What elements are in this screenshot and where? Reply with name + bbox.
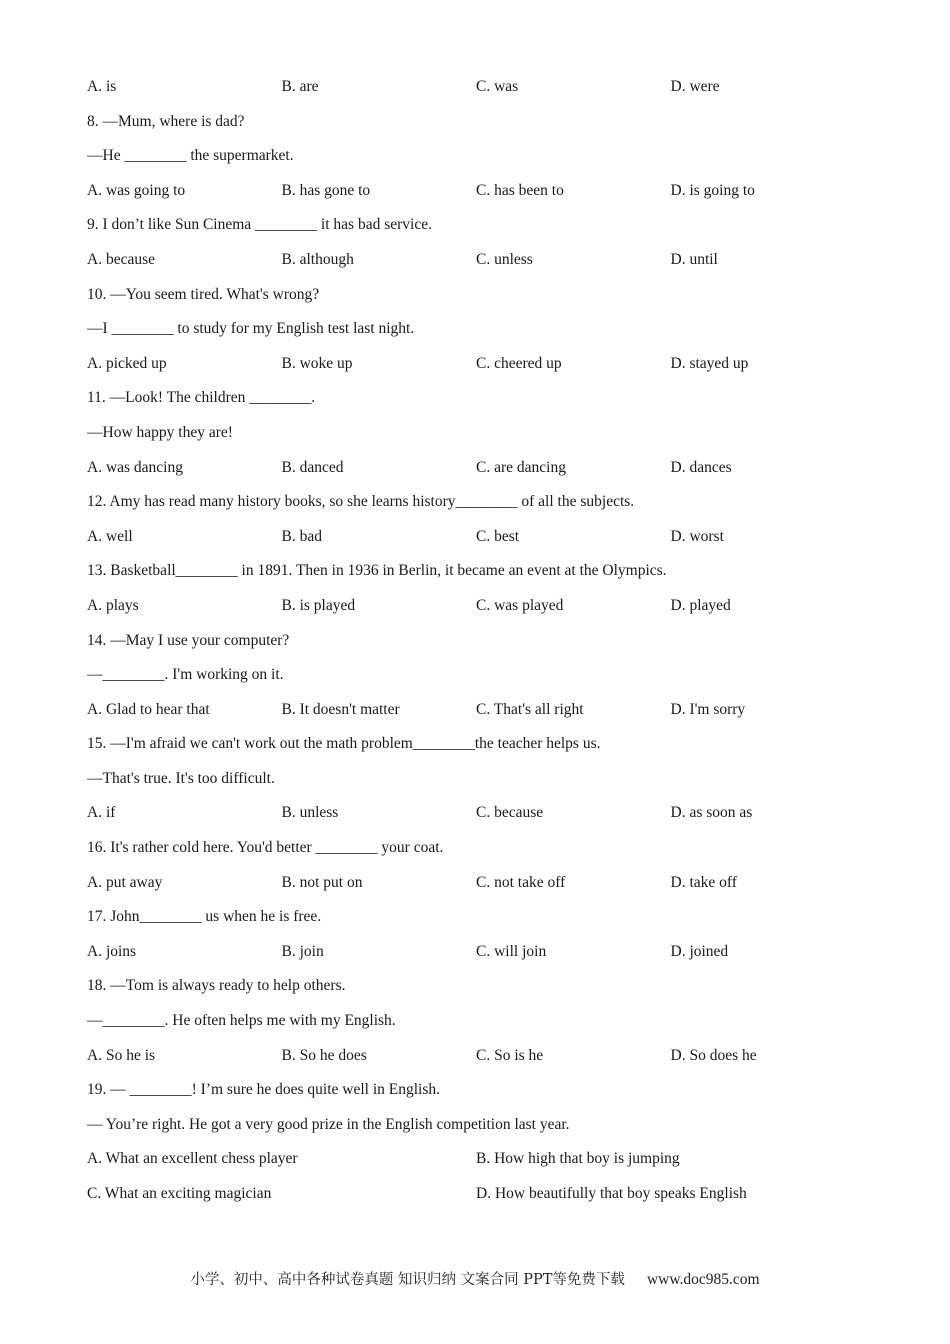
answer-option: A. was dancing	[87, 458, 183, 476]
answer-option: B. danced	[281, 458, 344, 476]
answer-option: D. until	[670, 250, 718, 268]
answer-option: B. join	[281, 942, 324, 960]
answer-option: B. are	[281, 78, 319, 95]
exam-page	[87, 70, 867, 1212]
answer-option: D. I'm sorry	[670, 700, 746, 718]
answer-option: B. although	[281, 250, 354, 268]
answer-option: A. picked up	[87, 354, 167, 372]
answer-option: A. was going to	[87, 181, 186, 199]
question-line: 9. I don’t like Sun Cinema ________ it has bad service.	[87, 216, 432, 234]
question-line: —He ________ the supermarket.	[87, 147, 294, 165]
answer-option: D. joined	[670, 942, 729, 960]
question-line: 17. John________ us when he is free.	[87, 908, 322, 926]
answer-option: C. unless	[476, 250, 533, 268]
answer-option: B. bad	[281, 527, 322, 545]
answer-option: D. How beautifully that boy speaks English	[476, 1185, 747, 1202]
options-row	[87, 1177, 867, 1212]
options-row	[87, 589, 867, 624]
answer-option: A. So he is	[87, 1046, 156, 1064]
answer-option: A. well	[87, 527, 133, 545]
answer-option: D. as soon as	[670, 804, 753, 822]
answer-option: C. cheered up	[476, 354, 562, 372]
answer-option: C. because	[476, 804, 544, 822]
question-line: 18. —Tom is always ready to help others.	[87, 977, 346, 995]
answer-option: A. Glad to hear that	[87, 700, 210, 718]
options-row	[87, 866, 867, 901]
answer-option: B. So he does	[281, 1046, 367, 1064]
options-row	[87, 1039, 867, 1074]
options-row	[87, 174, 867, 209]
answer-option: C. best	[476, 527, 520, 545]
answer-option: C. What an exciting magician	[87, 1185, 272, 1202]
options-row	[87, 243, 867, 278]
question-line: 8. —Mum, where is dad?	[87, 112, 245, 130]
question-line: —How happy they are!	[87, 423, 233, 441]
answer-option: D. worst	[670, 527, 724, 545]
answer-option: D. So does he	[670, 1046, 757, 1064]
answer-option: C. are dancing	[476, 458, 566, 476]
answer-option: C. was	[476, 78, 519, 95]
footer-text: 小学、初中、高中各种试卷真题 知识归纳 文案合同 PPT等免费下载	[190, 1272, 625, 1288]
answer-option: C. So is he	[476, 1046, 544, 1064]
question-line: 10. —You seem tired. What's wrong?	[87, 285, 320, 303]
options-row	[87, 347, 867, 382]
question-line: 14. —May I use your computer?	[87, 631, 290, 649]
answer-option: C. will join	[476, 942, 547, 960]
answer-option: D. played	[670, 596, 731, 614]
answer-option: D. is going to	[670, 181, 755, 199]
answer-option: A. put away	[87, 873, 163, 891]
answer-option: A. joins	[87, 942, 137, 960]
answer-option: B. not put on	[281, 873, 363, 891]
question-line: —________. He often helps me with my English.	[87, 1012, 396, 1030]
question-line: —I ________ to study for my English test last night.	[87, 320, 415, 338]
page-footer	[0, 1268, 950, 1289]
answer-option: A. is	[87, 78, 117, 95]
options-row	[87, 520, 867, 555]
answer-option: B. How high that boy is jumping	[476, 1150, 680, 1168]
answer-option: D. take off	[670, 873, 737, 891]
answer-option: A. because	[87, 250, 155, 268]
question-line: 16. It's rather cold here. You'd better ________ your coat.	[87, 839, 444, 857]
answer-option: B. is played	[281, 596, 356, 614]
answer-option: B. woke up	[281, 354, 353, 372]
answer-option: C. not take off	[476, 873, 566, 891]
answer-option: A. plays	[87, 596, 139, 614]
options-row	[87, 796, 867, 831]
answer-option: A. What an excellent chess player	[87, 1150, 298, 1168]
answer-option: C. has been to	[476, 181, 564, 199]
options-row	[87, 70, 867, 105]
answer-option: C. was played	[476, 596, 564, 614]
question-line: —________. I'm working on it.	[87, 666, 284, 684]
answer-option: D. were	[670, 78, 720, 95]
answer-option: B. unless	[281, 804, 339, 822]
answer-option: C. That's all right	[476, 700, 584, 718]
footer-url[interactable]: www.doc985.com	[646, 1271, 760, 1288]
question-line: 12. Amy has read many history books, so she learns history________ of all the subjects.	[87, 493, 635, 511]
question-line: — You’re right. He got a very good prize in the English competition last year.	[87, 1115, 570, 1133]
options-row	[87, 935, 867, 970]
answer-option: A. if	[87, 804, 116, 822]
question-line: 19. — ________! I’m sure he does quite well in English.	[87, 1081, 441, 1099]
options-row	[87, 1142, 867, 1177]
answer-option: D. stayed up	[670, 354, 749, 372]
answer-option: D. dances	[670, 458, 732, 476]
options-row	[87, 693, 867, 728]
answer-option: B. It doesn't matter	[281, 700, 400, 718]
options-row	[87, 451, 867, 486]
question-line: —That's true. It's too difficult.	[87, 769, 275, 787]
question-line: 11. —Look! The children ________.	[87, 389, 316, 407]
question-line: 13. Basketball________ in 1891. Then in 1936 in Berlin, it became an event at the Olympics.	[87, 562, 667, 580]
answer-option: B. has gone to	[281, 181, 371, 199]
question-line: 15. —I'm afraid we can't work out the math problem________the teacher helps us.	[87, 735, 601, 753]
